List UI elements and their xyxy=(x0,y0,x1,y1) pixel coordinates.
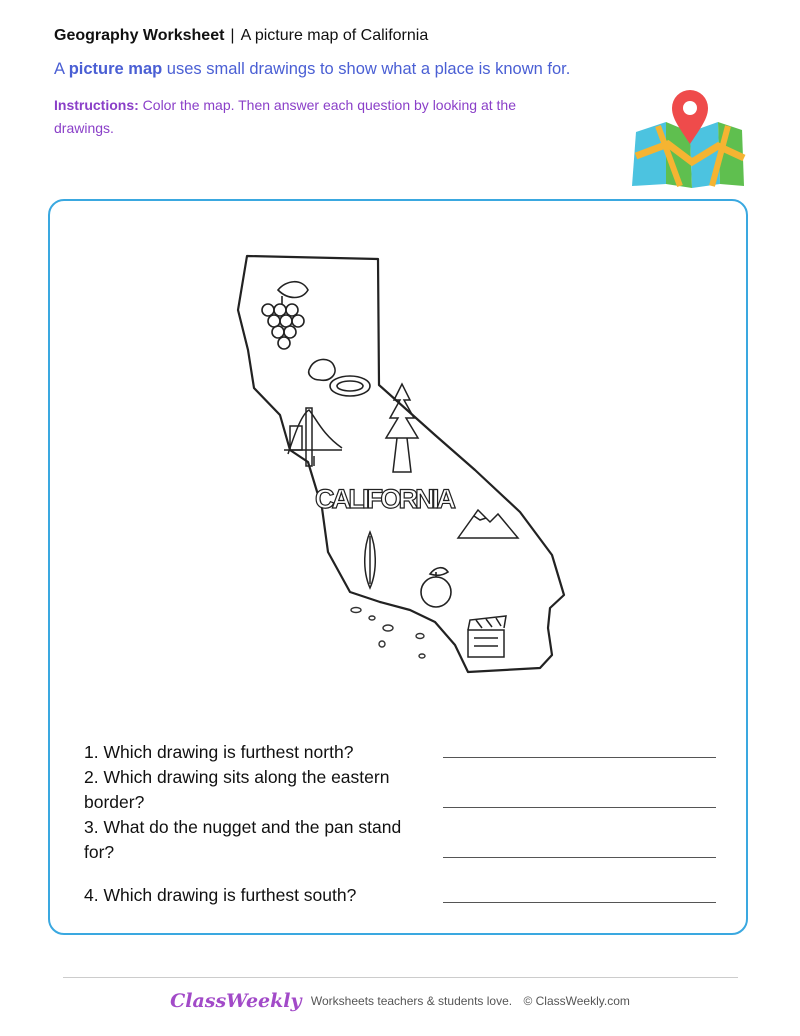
intro-lead: A xyxy=(54,60,69,78)
question-1-text: 1. Which drawing is furthest north? xyxy=(84,742,354,762)
intro-term: picture map xyxy=(68,60,163,78)
question-4 xyxy=(84,883,724,908)
california-picture-map xyxy=(230,250,575,680)
instructions xyxy=(54,94,574,140)
question-4-text: 4. Which drawing is furthest south? xyxy=(84,885,357,905)
orange-icon xyxy=(421,568,451,607)
folded-map-pin-icon xyxy=(628,86,748,190)
california-outline xyxy=(238,256,564,672)
map-title-label: CALIFORNIA xyxy=(315,484,457,514)
instructions-text: Color the map. Then answer each question by looking at the drawings. xyxy=(54,97,516,136)
footer-tagline: Worksheets teachers & students love. xyxy=(310,994,513,1008)
mountain-icon xyxy=(458,510,518,538)
answer-line-2[interactable] xyxy=(443,807,716,808)
gold-pan-icon xyxy=(330,376,370,396)
answer-line-4[interactable] xyxy=(443,902,716,903)
instructions-label: Instructions: xyxy=(54,97,139,113)
answer-line-3[interactable] xyxy=(443,857,716,858)
header-separator: | xyxy=(230,27,235,44)
question-2 xyxy=(84,765,724,815)
surfboard-icon xyxy=(365,532,376,588)
clapperboard-icon xyxy=(468,616,506,657)
footer-copyright: © ClassWeekly.com xyxy=(523,994,630,1008)
questions-list xyxy=(84,740,724,908)
intro-rest: uses small drawings to show what a place is known for. xyxy=(162,60,571,78)
brand-logo: ClassWeekly xyxy=(170,990,302,1012)
question-1 xyxy=(84,740,724,765)
question-3 xyxy=(84,815,724,865)
question-3-text: 3. What do the nugget and the pan stand for? xyxy=(84,817,402,862)
footer-divider xyxy=(63,977,738,978)
question-2-text: 2. Which drawing sits along the eastern border? xyxy=(84,767,390,812)
grapes-icon xyxy=(262,282,308,349)
redwood-tree-icon xyxy=(386,384,418,472)
golden-gate-bridge-icon xyxy=(284,408,342,466)
worksheet-topic: A picture map of California xyxy=(240,27,429,44)
gold-nugget-icon xyxy=(309,359,335,380)
footer xyxy=(0,990,800,1012)
worksheet-header xyxy=(54,27,428,45)
intro-sentence xyxy=(54,60,570,79)
answer-line-1[interactable] xyxy=(443,757,716,758)
worksheet-subject: Geography Worksheet xyxy=(54,27,225,44)
